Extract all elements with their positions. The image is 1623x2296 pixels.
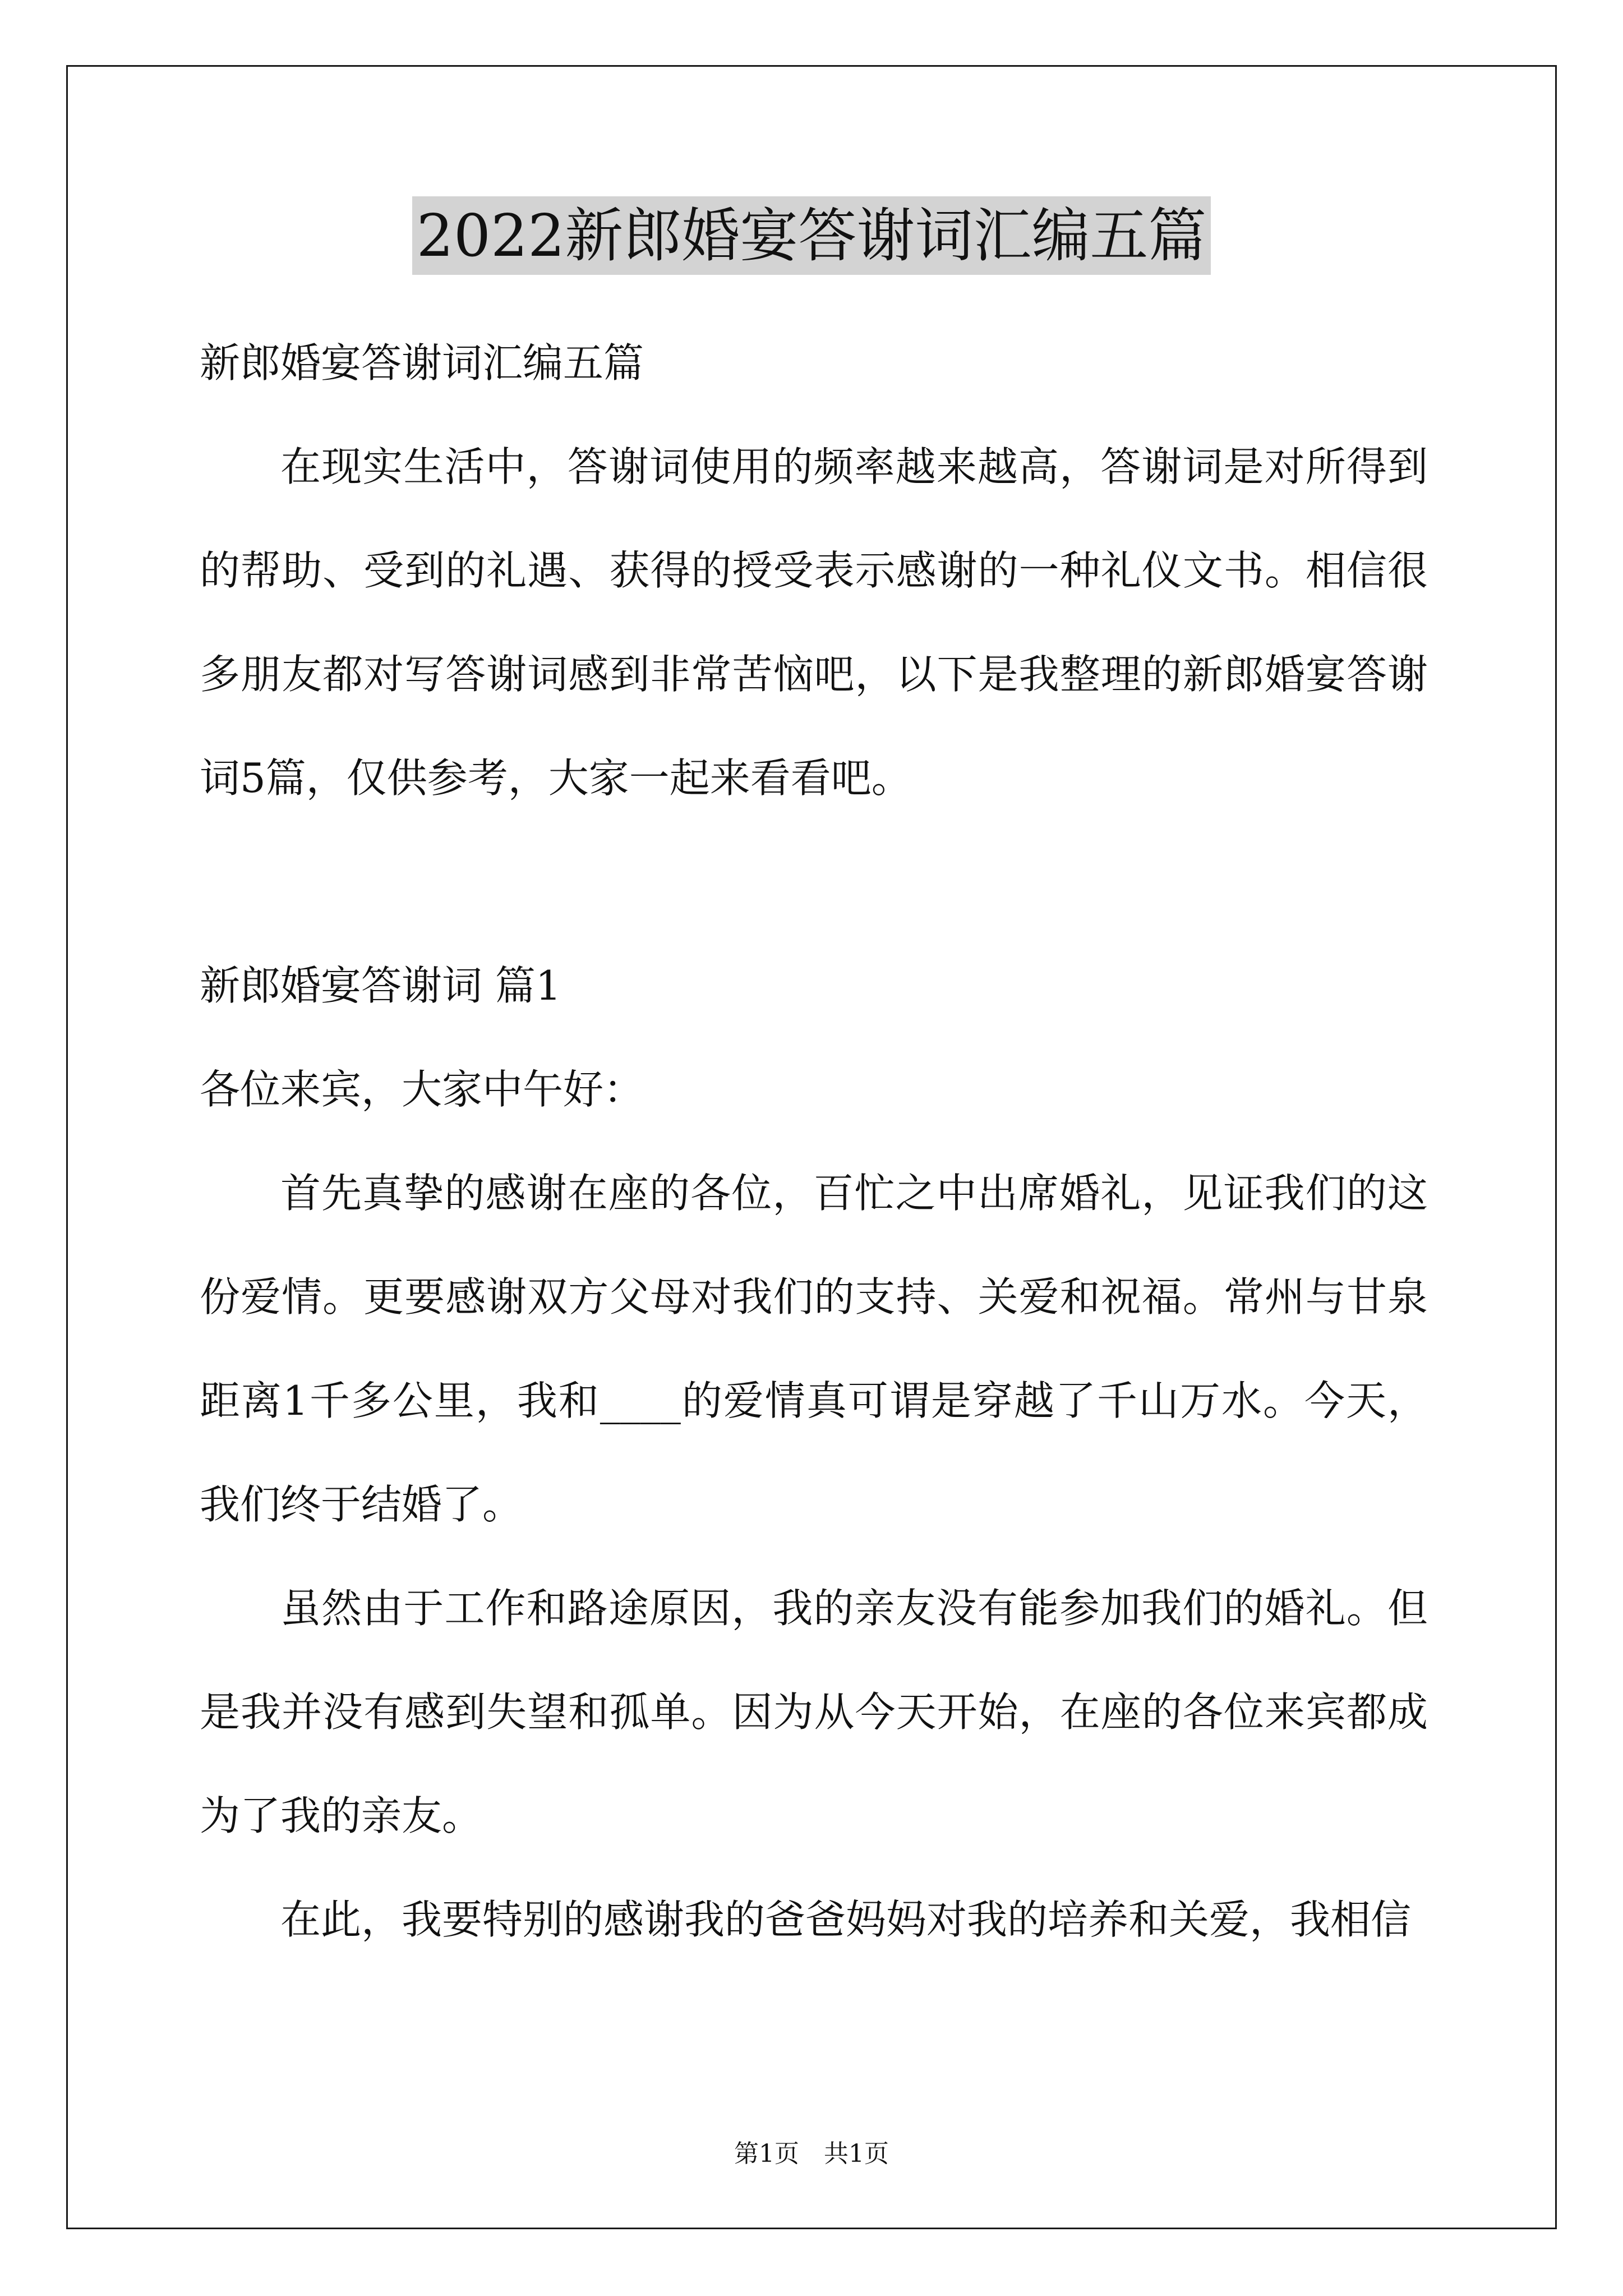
- section-heading: 新郎婚宴答谢词 篇1: [200, 962, 561, 1009]
- page-footer: 第1页 共1页: [734, 2139, 889, 2168]
- body-paragraph-2: 虽然由于工作和路途原因，我的亲友没有能参加我们的婚礼。但是我并没有感到失望和孤单。因为从今天开始，在座的各位来宾都成为了我的亲友。: [200, 1585, 1428, 1839]
- body-paragraph-3: 在此，我要特别的感谢我的爸爸妈妈对我的培养和关爱，我相信: [280, 1896, 1412, 1943]
- intro-paragraph: 在现实生活中，答谢词使用的频率越来越高，答谢词是对所得到的帮助、受到的礼遇、获得的授受表示感谢的一种礼仪文书。相信很多朋友都对写答谢词感到非常苦恼吧，以下是我整理的新郎婚宴答谢词5篇，仅供参考，大家一起来看看吧。: [200, 443, 1428, 802]
- section-spacer: [200, 830, 1428, 934]
- document-title: 2022新郎婚宴答谢词汇编五篇: [412, 196, 1211, 275]
- document-body: [200, 311, 1428, 1972]
- greeting: 各位来宾，大家中午好：: [200, 1066, 644, 1113]
- body-paragraph-1: 首先真挚的感谢在座的各位，百忙之中出席婚礼，见证我们的这份爱情。更要感谢双方父母对我们的支持、关爱和祝福。常州与甘泉距离1千多公里，我和____的爱情真可谓是穿越了千山万水。今天，我们终于结婚了。: [200, 1170, 1428, 1528]
- title-container: [0, 196, 1623, 275]
- subtitle: 新郎婚宴答谢词汇编五篇: [200, 339, 644, 386]
